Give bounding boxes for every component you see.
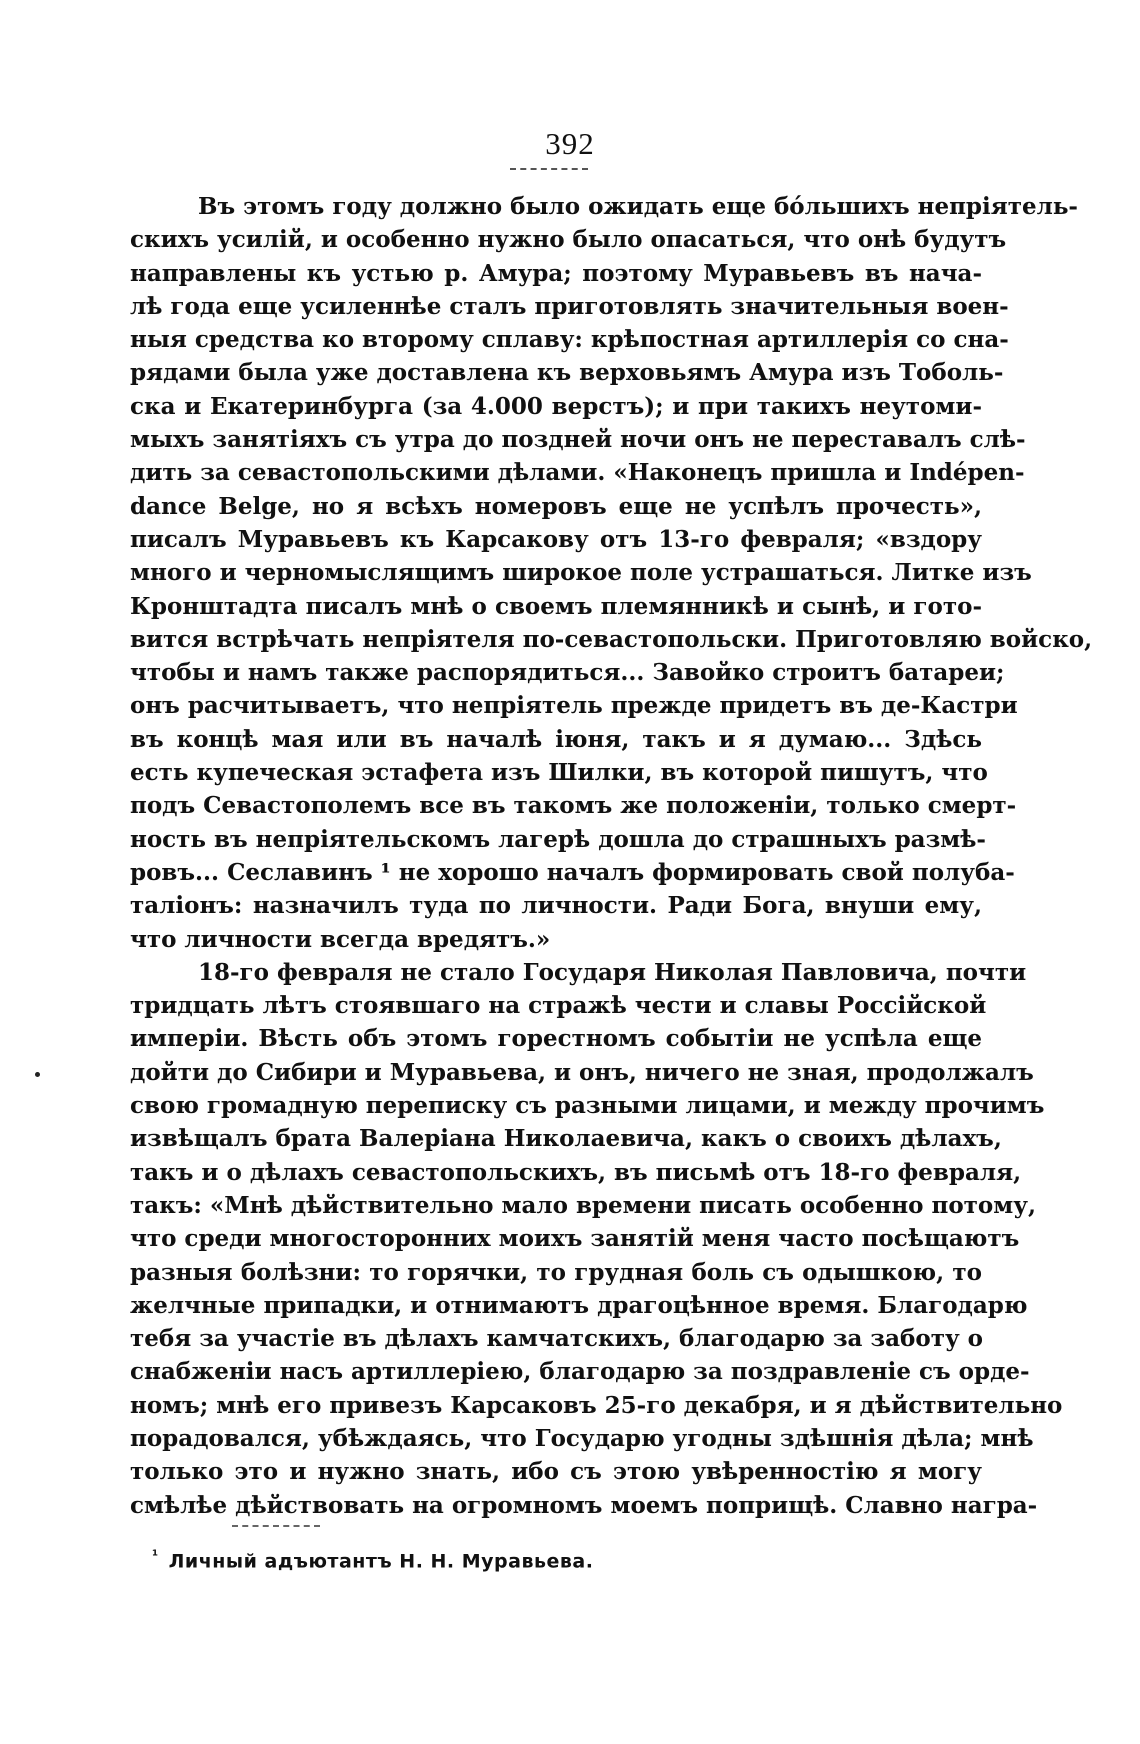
- text-line: ска и Екатеринбурга (за 4.000 верстъ); и при такихъ неутоми-: [130, 392, 982, 420]
- text-line: 18-го февраля не стало Государя Николая Павловича, почти: [198, 958, 1027, 986]
- text-line: что личности всегда вредятъ.»: [130, 925, 551, 953]
- text-line: порадовался, убѣждаясь, что Государю угодны здѣшнія дѣла; мнѣ: [130, 1424, 1034, 1452]
- text-line: ность въ непріятельскомъ лагерѣ дошла до страшныхъ размѣ-: [130, 825, 986, 853]
- text-line: Въ этомъ году должно было ожидать еще бо́льшихъ непріятель-: [198, 193, 1078, 220]
- text-line: смѣлѣе дѣйствовать на огромномъ моемъ поприщѣ. Славно награ-: [130, 1491, 1038, 1519]
- text-line: что среди многосторонних моихъ занятій меня часто посѣщаютъ: [130, 1225, 1020, 1253]
- footnote-text: Личный адъютантъ Н. Н. Муравьева.: [168, 1550, 594, 1573]
- text-line: чтобы и намъ также распорядиться... Завойко строитъ батареи;: [130, 659, 1005, 687]
- page-number: 392: [545, 126, 595, 161]
- text-line: тридцать лѣтъ стоявшаго на стражѣ чести и славы Россійской: [130, 992, 987, 1020]
- text-line: направлены къ устью р. Амура; поэтому Муравьевъ въ нача-: [130, 259, 982, 287]
- text-line: снабженіи насъ артиллеріею, благодарю за поздравленіе съ орде-: [130, 1358, 1030, 1386]
- text-line: тебя за участіе въ дѣлахъ камчатскихъ, благодарю за заботу о: [130, 1325, 984, 1353]
- text-line: рядами была уже доставлена къ верховьямъ Амура изъ Тоболь-: [130, 359, 1004, 387]
- text-line: дить за севастопольскими дѣлами. «Наконецъ пришла и Indépen-: [130, 459, 1025, 487]
- text-line: разныя болѣзни: то горячки, то грудная боль съ одышкою, то: [130, 1258, 982, 1286]
- footnote-marker: ¹: [152, 1548, 159, 1564]
- text-line: въ концѣ мая или въ началѣ іюня, такъ и я думаю... Здѣсь: [130, 725, 982, 753]
- page-number-rule: [510, 168, 588, 170]
- paragraph-1: [130, 190, 1093, 956]
- text-line: такъ: «Мнѣ дѣйствительно мало времени писать особенно потому,: [130, 1191, 1036, 1219]
- text-line: ныя средства ко второму сплаву: крѣпостная артиллерія со сна-: [130, 326, 1009, 354]
- text-line: такъ и о дѣлахъ севастопольскихъ, въ письмѣ отъ 18-го февраля,: [130, 1158, 1022, 1186]
- text-line: желчные припадки, и отнимаютъ драгоцѣнное время. Благодарю: [130, 1291, 1028, 1319]
- body-text: [130, 190, 1093, 1522]
- text-line: есть купеческая эстафета изъ Шилки, въ которой пишутъ, что: [130, 759, 988, 787]
- text-line: лѣ года еще усиленнѣе сталъ приготовлять значительныя воен-: [130, 292, 1009, 320]
- text-line: извѣщалъ брата Валеріана Николаевича, какъ о своихъ дѣлахъ,: [130, 1125, 1002, 1153]
- text-line: dance Belge, но я всѣхъ номеровъ еще не успѣлъ прочесть»,: [130, 492, 982, 520]
- text-line: скихъ усилій, и особенно нужно было опасаться, что онѣ будутъ: [130, 226, 1007, 254]
- text-line: ровъ... Сеславинъ ¹ не хорошо началъ формировать свой полуба-: [130, 858, 1015, 886]
- text-line: писалъ Муравьевъ къ Карсакову отъ 13-го февраля; «вздору: [130, 525, 982, 553]
- stray-dot: [35, 1072, 40, 1077]
- text-line: только это и нужно знать, ибо съ этою увѣренностію я могу: [130, 1458, 982, 1486]
- text-line: Кронштадта писалъ мнѣ о своемъ племянникѣ и сынѣ, и гото-: [130, 592, 982, 620]
- text-line: имперіи. Вѣсть объ этомъ горестномъ событіи не успѣла еще: [130, 1025, 982, 1053]
- footnote-rule: [232, 1525, 320, 1527]
- text-line: таліонъ: назначилъ туда по личности. Ради Бога, внуши ему,: [130, 892, 982, 920]
- text-line: мыхъ занятіяхъ съ утра до поздней ночи онъ не переставалъ слѣ-: [130, 426, 1026, 454]
- text-line: много и черномыслящимъ широкое поле устрашаться. Литке изъ: [130, 559, 1032, 587]
- footnote: [152, 1548, 593, 1572]
- text-line: вится встрѣчать непріятеля по-севастопольски. Приготовляю войско,: [130, 625, 1093, 653]
- text-line: номъ; мнѣ его привезъ Карсаковъ 25-го декабря, и я дѣйствительно: [130, 1391, 1063, 1419]
- text-line: дойти до Сибири и Муравьева, и онъ, ничего не зная, продолжалъ: [130, 1058, 1034, 1086]
- text-line: онъ расчитываетъ, что непріятель прежде придетъ въ де-Кастри: [130, 692, 1018, 720]
- text-line: свою громадную переписку съ разными лицами, и между прочимъ: [130, 1092, 1045, 1120]
- paragraph-2: [130, 956, 1063, 1522]
- text-line: подъ Севастополемъ все въ такомъ же положеніи, только смерт-: [130, 792, 1017, 820]
